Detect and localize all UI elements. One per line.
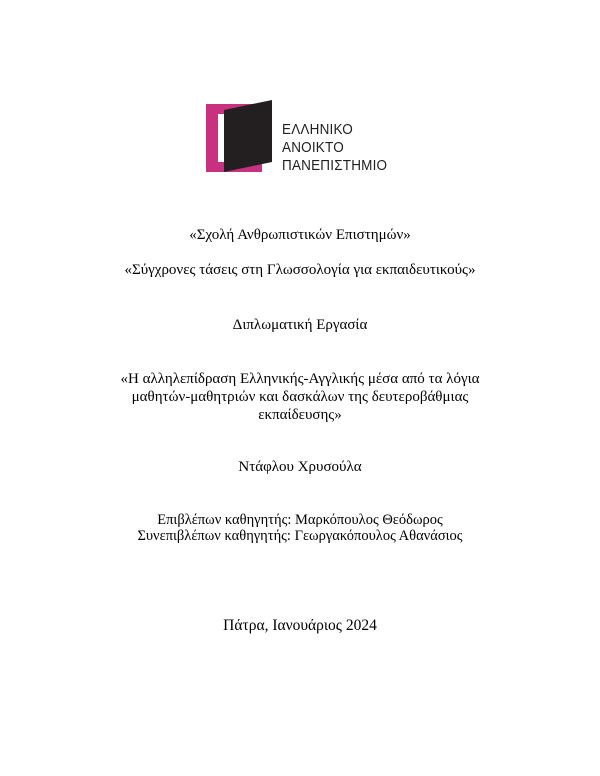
thesis-title-line-1: «Η αλληλεπίδραση Ελληνικής-Αγγλικής μέσα από τα λόγια — [120, 371, 480, 387]
author-name: Ντάφλου Χρυσούλα — [238, 459, 362, 475]
thesis-title-line-2: μαθητών-μαθητριών και δασκάλων της δευτεροβάθμιας — [131, 389, 469, 405]
place-date: Πάτρα, Ιανουάριος 2024 — [223, 617, 377, 634]
school-name: «Σχολή Ανθρωπιστικών Επιστημών» — [189, 227, 411, 243]
supervisor: Επιβλέπων καθηγητής: Μαρκόπουλος Θεόδωρος — [157, 512, 443, 528]
logo-mark-icon — [206, 100, 274, 176]
logo-line-1: ΕΛΛΗΝΙΚΟ — [282, 121, 353, 137]
program-name: «Σύγχρονες τάσεις στη Γλωσσολογία για εκπαιδευτικούς» — [124, 262, 476, 278]
document-type: Διπλωματική Εργασία — [232, 317, 368, 333]
logo-line-3: ΠΑΝΕΠΙΣΤΗΜΙΟ — [282, 157, 388, 173]
thesis-title-line-3: εκπαίδευσης» — [258, 407, 342, 423]
logo-wordmark — [282, 120, 387, 174]
co-supervisor: Συνεπιβλέπων καθηγητής: Γεωργακόπουλος Αθανάσιος — [137, 528, 463, 544]
logo-line-2: ΑΝΟΙΚΤΟ — [282, 139, 344, 155]
university-logo — [206, 100, 396, 176]
thesis-title — [100, 370, 500, 424]
